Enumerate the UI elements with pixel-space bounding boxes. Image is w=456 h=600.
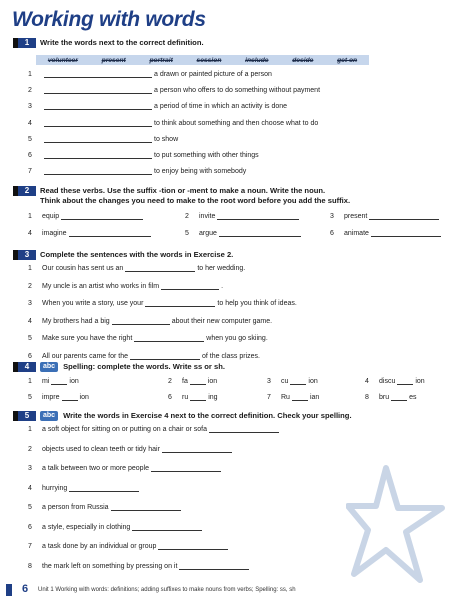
item-number: 3: [330, 213, 334, 220]
exercise-number: 3: [13, 250, 36, 260]
answer-blank[interactable]: [69, 484, 139, 492]
definition-text: a person from Russia: [42, 504, 109, 511]
item-number: 5: [28, 335, 32, 343]
definition-text: a drawn or painted picture of a person: [154, 71, 272, 78]
verb-word: present: [344, 213, 368, 220]
item-number: 8: [28, 562, 32, 570]
word-end: ion: [79, 394, 89, 401]
definition-text: to think about something and then choose what to do: [154, 119, 319, 127]
sentence-row: [28, 282, 223, 290]
spelling-item: [267, 377, 318, 385]
answer-blank[interactable]: [190, 393, 206, 401]
verb-word: animate: [344, 230, 369, 237]
definition-row: [28, 562, 251, 570]
answer-blank[interactable]: [179, 562, 249, 570]
item-number: 4: [365, 378, 369, 385]
answer-blank[interactable]: [132, 523, 202, 531]
noun-row: [185, 229, 303, 237]
page-number: 6: [22, 583, 29, 595]
spelling-item: [267, 393, 319, 401]
item-number: 5: [185, 230, 189, 237]
exercise-instruction: Write the words next to the correct definition.: [40, 38, 204, 47]
definition-row: [28, 542, 230, 550]
item-number: 6: [168, 394, 172, 401]
sentence-end: to her wedding.: [197, 265, 246, 272]
sentence-start: When you write a story, use your: [42, 300, 144, 308]
word-start: discu: [379, 378, 396, 385]
definition-text: a style, especially in clothing: [42, 523, 131, 531]
exercise-instruction: Read these verbs. Use the suffix -tion or -ment to make a noun. Write the noun.: [40, 186, 326, 195]
answer-blank[interactable]: [371, 229, 441, 237]
answer-blank[interactable]: [125, 264, 195, 272]
item-number: 5: [28, 504, 32, 511]
definition-text: objects used to clean teeth or tidy hair: [42, 445, 160, 453]
verb-word: argue: [199, 230, 217, 237]
answer-blank[interactable]: [292, 393, 308, 401]
sentence-start: My uncle is an artist who works in film: [42, 282, 160, 290]
definition-row: [28, 70, 272, 78]
answer-blank[interactable]: [217, 212, 299, 220]
word-start: bru: [379, 394, 390, 401]
word: get on: [337, 56, 358, 64]
answer-blank[interactable]: [151, 464, 221, 472]
answer-blank[interactable]: [44, 135, 152, 143]
verb-word: equip: [42, 213, 60, 220]
answer-blank[interactable]: [145, 299, 215, 307]
definition-text: a talk between two or more people: [42, 465, 150, 472]
word-end: ion: [415, 378, 425, 385]
definition-row: [28, 102, 287, 110]
spelling-item: [168, 393, 218, 401]
page-title: Working with words: [12, 8, 206, 31]
item-number: 4: [28, 230, 32, 237]
definition-text: a task done by an individual or group: [42, 543, 157, 550]
sentence-row: [28, 264, 245, 272]
word-end: ion: [207, 378, 218, 385]
definition-text: hurrying: [42, 484, 68, 492]
sentence-end: to help you think of ideas.: [217, 300, 297, 308]
item-number: 6: [28, 152, 32, 159]
verb-word: invite: [199, 213, 216, 220]
spelling-item: [365, 377, 425, 385]
word-start: impre: [42, 394, 60, 401]
item-number: 1: [28, 426, 32, 433]
definition-row: [28, 151, 259, 159]
exercise-5-heading: [13, 411, 352, 421]
definition-row: [28, 119, 318, 127]
answer-blank[interactable]: [51, 377, 67, 385]
sentence-row: [28, 352, 260, 360]
answer-blank[interactable]: [111, 503, 181, 511]
word: include: [245, 56, 269, 64]
definition-row: [28, 523, 204, 531]
exercise-number: 4: [13, 362, 36, 372]
answer-blank[interactable]: [69, 229, 151, 237]
answer-blank[interactable]: [44, 86, 152, 94]
item-number: 7: [28, 543, 32, 550]
answer-blank[interactable]: [130, 352, 200, 360]
noun-row: [28, 212, 145, 220]
answer-blank[interactable]: [397, 377, 413, 385]
spelling-item: [168, 377, 217, 385]
word: portrait: [149, 56, 173, 64]
answer-blank[interactable]: [44, 151, 152, 159]
sentence-start: Our cousin has sent us an: [42, 265, 124, 272]
exercise-instruction: Spelling: complete the words. Write ss or sh.: [63, 362, 225, 371]
answer-blank[interactable]: [44, 167, 152, 175]
sentence-end: when you go skiing.: [206, 335, 268, 343]
item-number: 2: [28, 87, 32, 95]
definition-row: [28, 135, 178, 143]
answer-blank[interactable]: [134, 334, 204, 342]
sentence-end: about their new computer game.: [171, 317, 273, 325]
exercise-number: 1: [13, 38, 36, 48]
definition-text: a period of time in which an activity is done: [154, 103, 288, 111]
exercise-2-heading: [13, 186, 350, 206]
answer-blank[interactable]: [219, 229, 301, 237]
word: present: [101, 56, 126, 64]
exercise-instruction: Write the words in Exercise 4 next to the correct definition. Check your spelling.: [63, 411, 352, 420]
noun-row: [330, 229, 443, 237]
word-start: ru: [182, 394, 189, 401]
item-number: 6: [330, 230, 334, 237]
footer-text: Unit 1 Working with words: definitions; adding suffixes to make nouns from verbs; Spelling: ss, sh: [38, 587, 296, 593]
item-number: 3: [28, 103, 32, 111]
spelling-badge: abc: [40, 411, 58, 421]
definition-row: [28, 445, 234, 453]
exercise-1-heading: [13, 38, 204, 48]
word-end: ian: [309, 394, 320, 401]
sentence-end: .: [221, 282, 224, 290]
item-number: 6: [28, 353, 32, 360]
item-number: 8: [365, 394, 369, 401]
footer-bar: [6, 584, 12, 596]
item-number: 2: [185, 213, 189, 220]
answer-blank[interactable]: [209, 425, 279, 433]
verb-word: imagine: [42, 230, 67, 237]
item-number: 1: [28, 71, 32, 78]
word-end: ion: [69, 378, 79, 385]
answer-blank[interactable]: [158, 542, 228, 550]
definition-row: [28, 425, 281, 433]
answer-blank[interactable]: [190, 377, 206, 385]
item-number: 4: [28, 317, 32, 325]
answer-blank[interactable]: [112, 317, 170, 325]
word-box: [36, 55, 369, 65]
item-number: 3: [28, 300, 32, 308]
item-number: 5: [28, 394, 32, 401]
word-start: cu: [281, 378, 289, 385]
item-number: 5: [28, 135, 32, 143]
item-number: 1: [28, 265, 32, 272]
item-number: 7: [267, 394, 271, 401]
sentence-end: of the class prizes.: [202, 353, 260, 360]
word-end: es: [409, 394, 417, 401]
answer-blank[interactable]: [162, 445, 232, 453]
definition-row: [28, 86, 320, 94]
spelling-item: [28, 393, 89, 401]
spelling-item: [365, 393, 417, 401]
item-number: 1: [28, 378, 32, 385]
answer-blank[interactable]: [161, 282, 219, 290]
definition-text: a soft object for sitting on or putting on a chair or sofa: [42, 426, 207, 433]
item-number: 3: [267, 378, 271, 385]
item-number: 3: [28, 465, 32, 472]
definition-text: the mark left on something by pressing on it: [42, 562, 178, 570]
definition-row: [28, 484, 141, 492]
answer-blank[interactable]: [369, 212, 439, 220]
definition-text: to show: [154, 135, 179, 143]
sentence-row: [28, 334, 268, 342]
answer-blank[interactable]: [44, 70, 152, 78]
item-number: 2: [168, 378, 172, 385]
item-number: 6: [28, 523, 32, 531]
star-decoration-icon: [346, 462, 448, 586]
exercise-instruction: Complete the sentences with the words in Exercise 2.: [40, 250, 234, 259]
word-start: mi: [42, 378, 50, 385]
sentence-row: [28, 299, 297, 307]
definition-row: [28, 167, 246, 175]
exercise-4-heading: [13, 362, 225, 372]
exercise-instruction-2: Think about the changes you need to make to the root word before you add the suffix.: [40, 196, 351, 205]
sentence-start: Make sure you have the right: [42, 335, 133, 343]
spelling-badge: abc: [40, 362, 58, 372]
answer-blank[interactable]: [391, 393, 407, 401]
answer-blank[interactable]: [61, 212, 143, 220]
answer-blank[interactable]: [44, 102, 152, 110]
noun-row: [330, 212, 441, 220]
word-start: fa: [182, 378, 188, 385]
noun-row: [28, 229, 153, 237]
item-number: 7: [28, 168, 32, 176]
definition-text: a person who offers to do something without payment: [154, 87, 321, 95]
word: volunteer: [47, 56, 78, 64]
item-number: 1: [28, 213, 32, 220]
sentence-row: [28, 317, 272, 325]
exercise-number: 2: [13, 186, 36, 196]
word: session: [196, 56, 222, 64]
item-number: 2: [28, 282, 32, 290]
noun-row: [185, 212, 301, 220]
answer-blank[interactable]: [44, 119, 152, 127]
sentence-start: My brothers had a big: [42, 317, 110, 325]
sentence-start: All our parents came for the: [42, 353, 128, 360]
definition-text: to enjoy being with somebody: [154, 168, 247, 176]
definition-text: to put something with other things: [154, 152, 259, 159]
word-end: ing: [208, 394, 218, 401]
definition-row: [28, 464, 223, 472]
item-number: 2: [28, 445, 32, 453]
answer-blank[interactable]: [290, 377, 306, 385]
definition-row: [28, 503, 183, 511]
word-start: Ru: [281, 394, 290, 401]
word: decide: [292, 56, 314, 64]
word-end: ion: [308, 378, 318, 385]
answer-blank[interactable]: [62, 393, 78, 401]
spelling-item: [28, 377, 79, 385]
item-number: 4: [28, 484, 32, 492]
exercise-3-heading: [13, 250, 233, 260]
exercise-number: 5: [13, 411, 36, 421]
item-number: 4: [28, 119, 32, 127]
